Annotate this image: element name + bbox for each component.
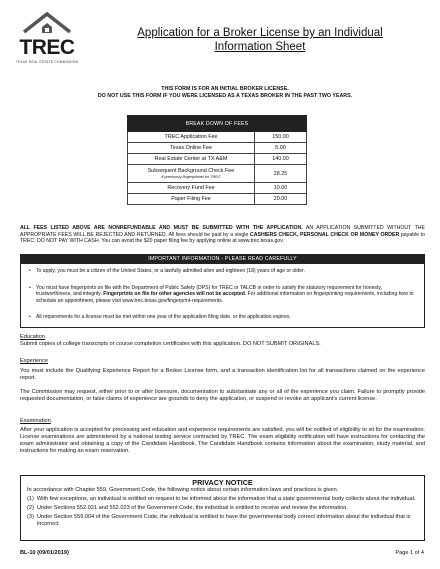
privacy-item <box>27 514 418 528</box>
privacy-item-text: With few exceptions, an individual is entitled on request to be informed about the information that a state governmental body collects about the individual. <box>37 496 416 502</box>
examination-text: After your application is accepted for processing and education and experience requirements are satisfied, you will be notified of eligibility to sit for the examination. License examinations are administered by a national testing service contracted by TREC. The exam eligibility notification will have instructions for contacting the exam administrator and obtaining a copy of the Candidate Handbook. The Candidate Handbook contains information about the examination, study material, and instructions for making an exam reservation. <box>20 427 425 454</box>
page-number: Page 1 of 4 <box>395 550 424 556</box>
examination-section <box>20 418 425 455</box>
fee-label: Subsequent Background Check Fee <box>147 167 235 174</box>
privacy-item-text: Under Section 559.004 of the Government Code, the individual is entitled to have the governmental body correct information about the individual that is incorrect <box>37 514 411 527</box>
fee-value: 20.00 <box>255 194 307 205</box>
fee-label: Recovery Fund Fee <box>128 183 255 194</box>
item-text: . For additional information on fingerprinting requirements, including how to schedule an appointment, please visit www.trec.texas.gov/fingerprint-requirements. <box>36 291 414 304</box>
privacy-item-text: Under Sections 552.021 and 552.023 of the Government Code, the individual is entitled to receive and review the information. <box>37 505 348 511</box>
experience-paragraph-1: You must include the Qualifying Experience Report for a Broker License form, and a transaction identification list for all transactions claimed on the experience report. <box>20 368 425 381</box>
fee-label: Paper Filing Fee <box>128 194 255 205</box>
list-item <box>29 285 416 305</box>
fees-policy-text: AN APPLICATION SUBMITTED WITHOUT THE APPROPRIATE FEES WILL BE REJECTED AND RETURNED. All fees should be paid by a single <box>20 225 425 238</box>
item-text: To apply, you must be a citizen of the United States, or a lawfully admitted alien and eighteen (18) years of age or older. <box>36 268 305 274</box>
fee-value: 28.25 <box>255 165 307 183</box>
notice-line-1: THIS FORM IS FOR AN INITIAL BROKER LICENSE. <box>161 86 289 92</box>
important-list <box>21 264 424 327</box>
fee-label: Texas Online Fee <box>128 143 255 154</box>
page-title <box>110 26 410 54</box>
logo-wordmark: TREC <box>19 36 75 59</box>
item-text: You must have fingerprints on file with the Department of Public Safety (DPS) for TREC or TALCB in order to satisfy the statutory requirement for honesty, trustworthiness, and integrity. <box>36 284 382 298</box>
fee-row <box>128 194 307 205</box>
education-heading: Education <box>20 334 45 340</box>
fee-row <box>128 143 307 154</box>
title-line-1: Application for a Broker License by an Individual <box>137 27 383 39</box>
experience-heading: Experience <box>20 358 48 364</box>
notice-line-2: DO NOT USE THIS FORM IF YOU WERE LICENSED AS A TEXAS BROKER IN THE PAST TWO YEARS. <box>97 93 353 99</box>
important-information-box <box>20 254 425 328</box>
fee-row <box>128 132 307 143</box>
payment-methods: CASHIERS CHECK, PERSONAL CHECK OR MONEY ORDER <box>250 231 400 238</box>
fee-value: 5.00 <box>255 143 307 154</box>
list-item <box>29 314 416 321</box>
fee-value: 150.00 <box>255 132 307 143</box>
fees-policy-paragraph <box>20 225 425 245</box>
privacy-heading: PRIVACY NOTICE <box>192 478 253 487</box>
privacy-item-number: (1) <box>27 496 34 502</box>
privacy-item-number: (3) <box>27 514 34 520</box>
examination-heading: Examination <box>20 418 51 424</box>
fee-label: Real Estate Center at TX A&M <box>128 154 255 165</box>
form-id: BL-10 (09/01/2019) <box>20 550 69 556</box>
fee-breakdown-table <box>127 115 307 205</box>
item-text: All requirements for a license must be met within one year of the application filing date, or the application expires. <box>36 314 291 321</box>
education-section <box>20 334 425 348</box>
fee-note: if previously fingerprinted for TREC <box>161 174 221 179</box>
experience-section <box>20 358 425 403</box>
fee-row <box>128 165 307 183</box>
fee-value: 10.00 <box>255 183 307 194</box>
logo-subtitle: TEXAS REAL ESTATE COMMISSION <box>15 60 79 64</box>
trec-logo <box>14 10 80 68</box>
list-item <box>29 268 416 275</box>
bullet-icon: • <box>29 284 31 291</box>
privacy-item <box>27 496 418 503</box>
fees-policy-bold: ALL FEES LISTED ABOVE ARE NONREFUNDABLE AND MUST BE SUBMITTED WITH THE APPLICATION. <box>20 225 303 231</box>
fee-value: 140.00 <box>255 154 307 165</box>
experience-paragraph-2: The Commission may request, either prior to or after licensure, documentation to substantiate any or all of the experience you claim. Failure to promptly provide requested documentation, or false claims of experience are grounds to deny the application, or suspend or revoke an applicant's current license. <box>20 389 425 402</box>
fee-table-header: BREAK DOWN OF FEES <box>128 116 307 132</box>
bullet-icon: • <box>29 314 31 321</box>
important-header: IMPORTANT INFORMATION - PLEASE READ CAREFULLY <box>21 255 424 264</box>
fee-label-cell <box>128 165 255 183</box>
privacy-item-number: (2) <box>27 505 34 511</box>
bullet-icon: • <box>29 268 31 274</box>
fees-policy-text-2: payable to TREC. DO NOT PAY WITH CASH. You can avoid the $20 paper filing fee by applying online at www.trec.texas.gov. <box>20 231 425 244</box>
privacy-intro: In accordance with Chapter 559, Government Code, the following notice about certain information laws and practices is given. <box>27 487 339 493</box>
privacy-notice-box <box>20 475 425 541</box>
fee-row <box>128 183 307 194</box>
form-notice <box>20 86 430 100</box>
education-text: Submit copies of college transcripts or course completion certificates with this application. DO NOT SUBMIT ORIGINALS. <box>20 341 321 347</box>
fee-row <box>128 154 307 165</box>
fee-label: TREC Application Fee <box>128 132 255 143</box>
title-line-2: Information Sheet <box>214 41 306 53</box>
item-text-bold: Fingerprints on file for other agencies will not be accepted <box>103 291 245 298</box>
privacy-item <box>27 505 418 512</box>
